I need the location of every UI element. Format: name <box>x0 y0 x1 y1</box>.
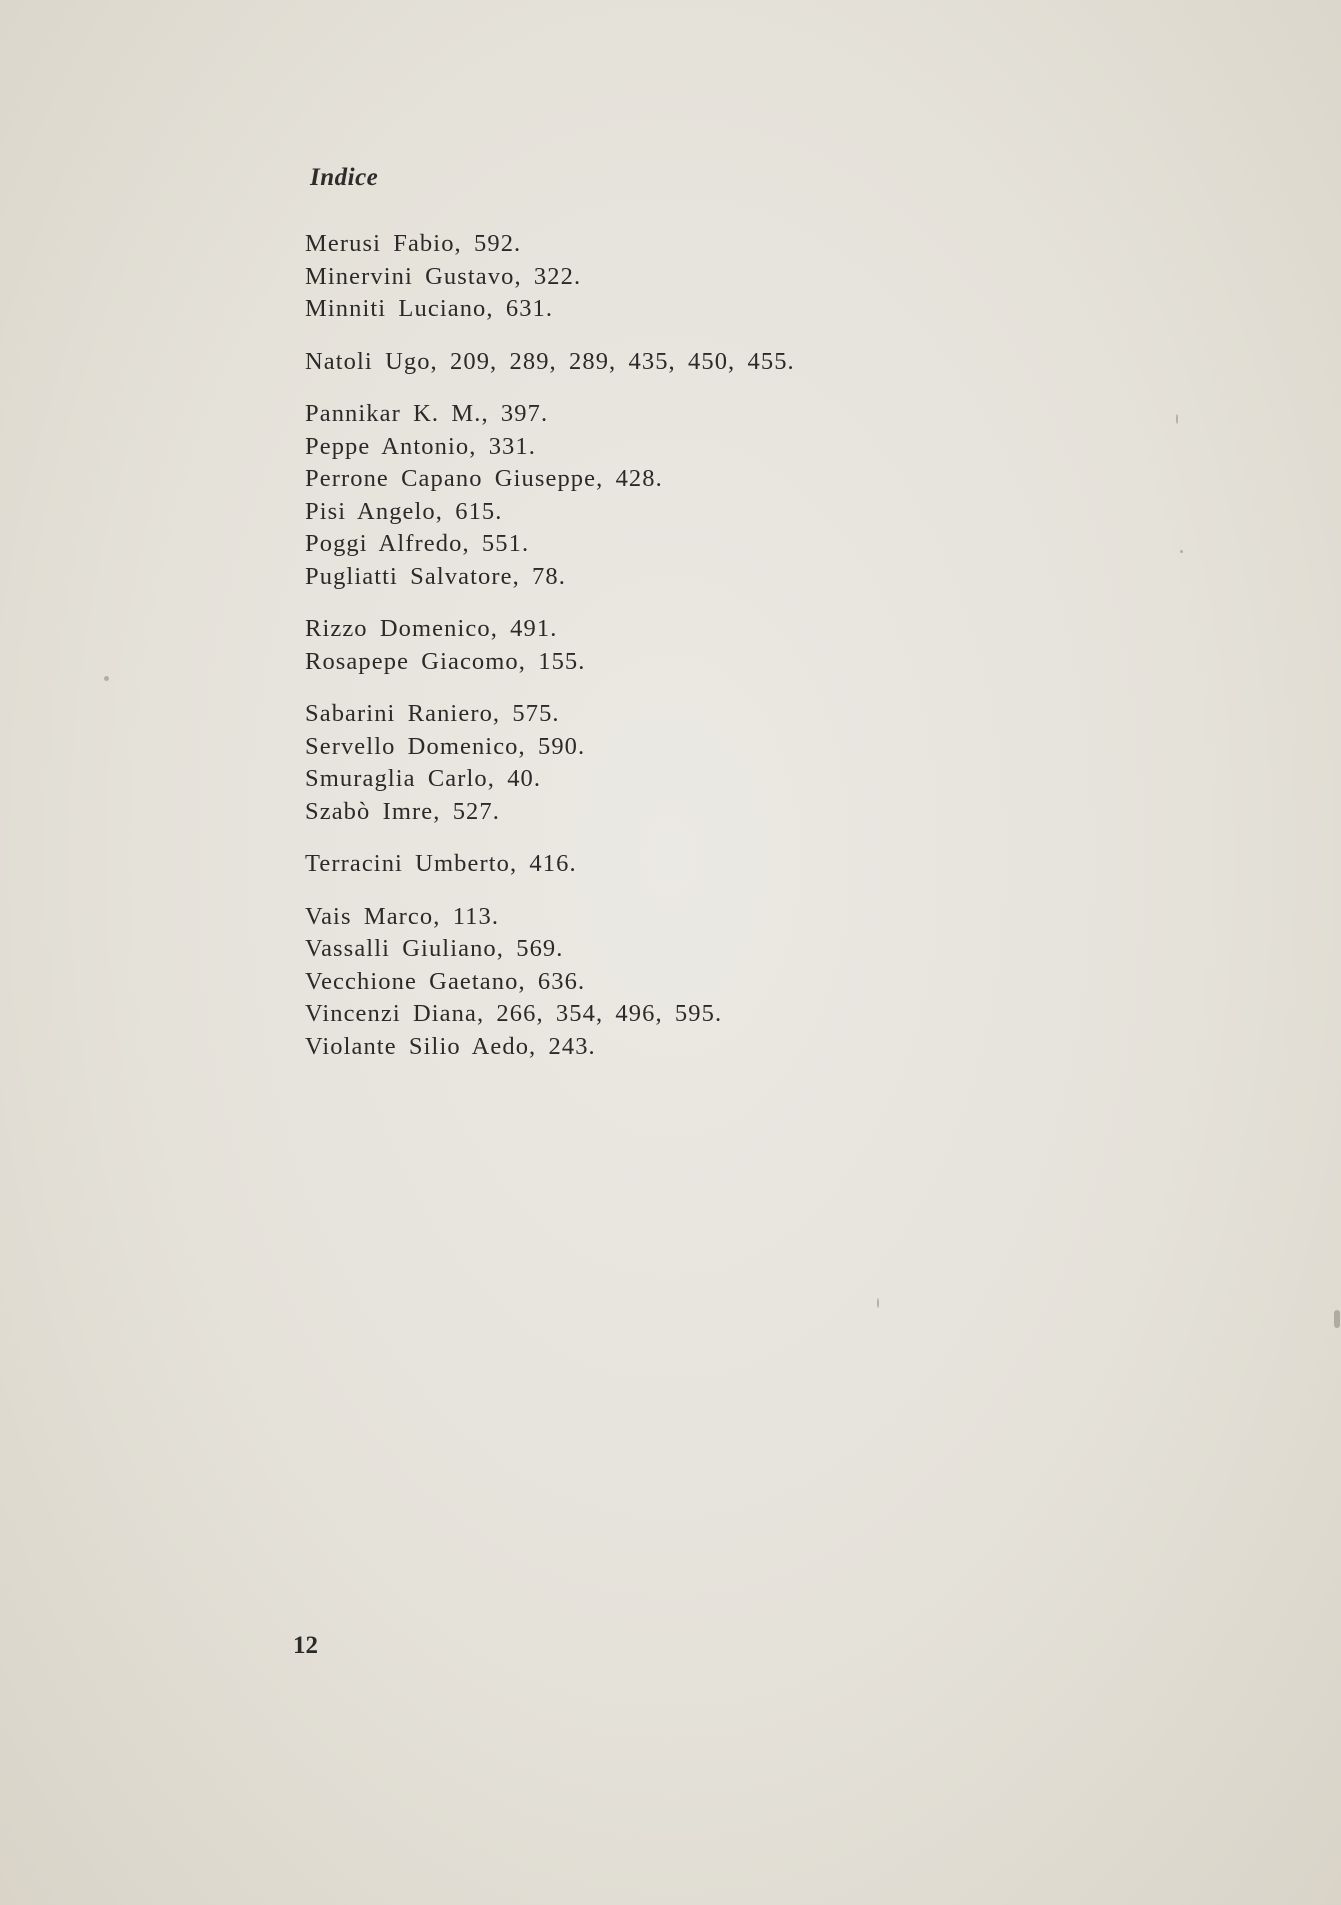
index-entry: Szabò Imre, 527. <box>305 797 500 825</box>
paper-speck <box>1334 1310 1340 1328</box>
index-entry: Servello Domenico, 590. <box>305 732 586 760</box>
name-index <box>305 228 1205 1083</box>
paper-speck <box>104 676 109 681</box>
index-group-s <box>305 698 1205 828</box>
index-entry: Peppe Antonio, 331. <box>305 432 536 460</box>
paper-speck <box>877 1298 879 1308</box>
paper-speck <box>1176 414 1178 424</box>
index-entry: Vais Marco, 113. <box>305 902 500 930</box>
index-entry: Rizzo Domenico, 491. <box>305 615 558 642</box>
running-header: Indice <box>310 164 379 191</box>
index-entry: Vincenzi Diana, 266, 354, 496, 595. <box>305 1000 723 1027</box>
index-entry: Pannikar K. M., 397. <box>305 400 549 427</box>
index-entry: Terracini Umberto, 416. <box>305 850 577 877</box>
index-entry: Vecchione Gaetano, 636. <box>305 967 586 995</box>
index-group-r <box>305 613 1205 678</box>
index-entry: Smuraglia Carlo, 40. <box>305 765 542 792</box>
index-entry: Natoli Ugo, 209, 289, 289, 435, 450, 455. <box>305 347 795 375</box>
paper-speck <box>1180 550 1183 553</box>
index-entry: Pisi Angelo, 615. <box>305 497 503 525</box>
index-entry: Rosapepe Giacomo, 155. <box>305 647 586 675</box>
index-entry: Poggi Alfredo, 551. <box>305 530 530 557</box>
index-group-t <box>305 848 1205 881</box>
index-entry: Pugliatti Salvatore, 78. <box>305 562 566 590</box>
index-group-m <box>305 228 1205 326</box>
index-entry: Minniti Luciano, 631. <box>305 295 554 322</box>
index-group-v <box>305 901 1205 1064</box>
index-entry: Merusi Fabio, 592. <box>305 230 522 257</box>
index-entry: Minervini Gustavo, 322. <box>305 262 582 290</box>
index-group-n <box>305 346 1205 379</box>
index-entry: Vassalli Giuliano, 569. <box>305 935 564 962</box>
index-entry: Sabarini Raniero, 575. <box>305 700 560 727</box>
page-number: 12 <box>293 1632 318 1659</box>
index-entry: Violante Silio Aedo, 243. <box>305 1032 596 1060</box>
index-entry: Perrone Capano Giuseppe, 428. <box>305 465 663 492</box>
index-group-p <box>305 398 1205 593</box>
